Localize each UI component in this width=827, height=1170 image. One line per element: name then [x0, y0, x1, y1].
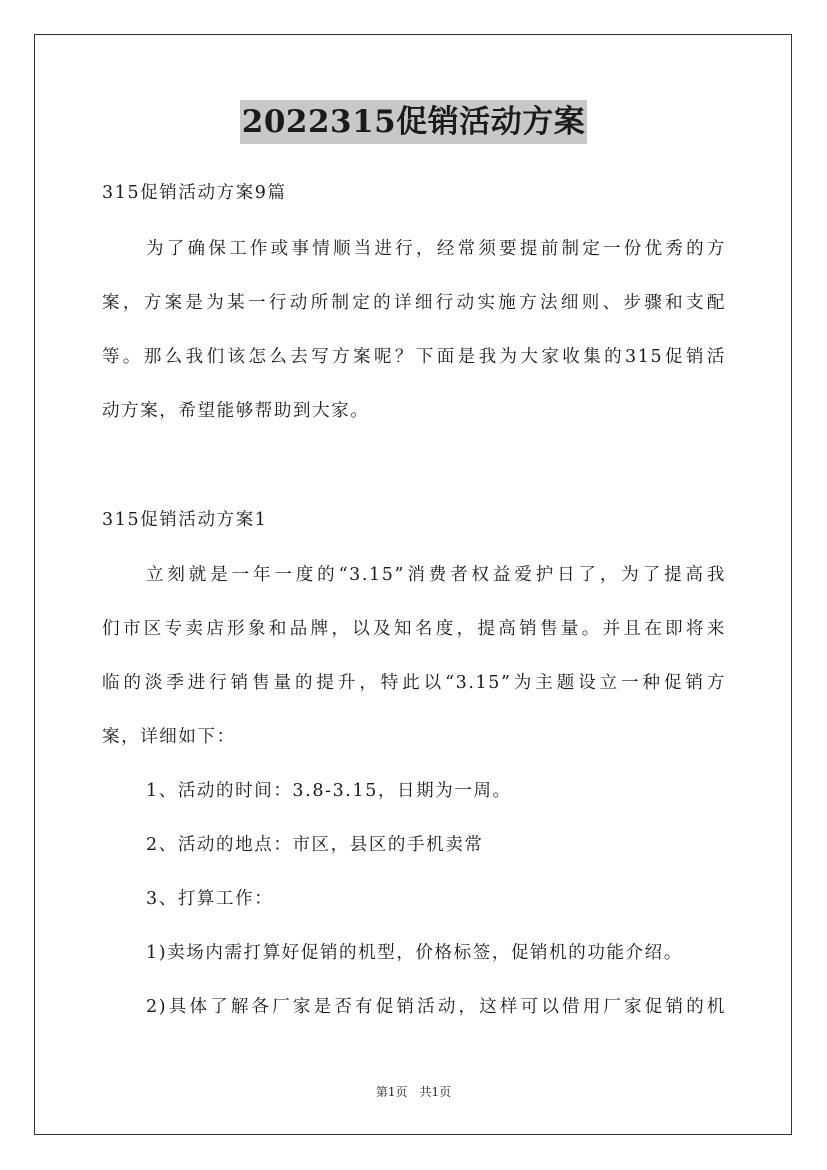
document-subtitle: 315促销活动方案9篇 — [102, 183, 287, 203]
document-title: 2022315促销活动方案 — [240, 100, 588, 144]
intro-line-1: 为了确保工作或事情顺当进行，经常须要提前制定一份优秀的方 — [146, 239, 726, 259]
section-line-3: 临的淡季进行销售量的提升，特此以“3.15”为主题设立一种促销方 — [102, 673, 726, 693]
section-line-2: 们市区专卖店形象和品牌，以及知名度，提高销售量。并且在即将来 — [102, 619, 726, 639]
list-item: 2)具体了解各厂家是否有促销活动，这样可以借用厂家促销的机 — [146, 997, 726, 1017]
page-footer: 第1页 共1页 — [375, 1085, 452, 1099]
section-heading: 315促销活动方案1 — [102, 510, 268, 530]
section-line-1: 立刻就是一年一度的“3.15”消费者权益爱护日了，为了提高我 — [146, 565, 726, 585]
intro-line-2: 案，方案是为某一行动所制定的详细行动实施方法细则、步骤和支配 — [102, 293, 726, 313]
intro-line-3: 等。那么我们该怎么去写方案呢？下面是我为大家收集的315促销活 — [102, 347, 726, 367]
list-item: 1、活动的时间：3.8-3.15，日期为一周。 — [146, 781, 512, 801]
intro-line-4: 动方案，希望能够帮助到大家。 — [102, 401, 370, 421]
list-item: 1)卖场内需打算好促销的机型，价格标签，促销机的功能介绍。 — [146, 943, 683, 963]
list-item: 2、活动的地点：市区，县区的手机卖常 — [146, 835, 484, 855]
list-item: 3、打算工作： — [146, 889, 274, 909]
section-line-4: 案，详细如下： — [102, 727, 236, 747]
